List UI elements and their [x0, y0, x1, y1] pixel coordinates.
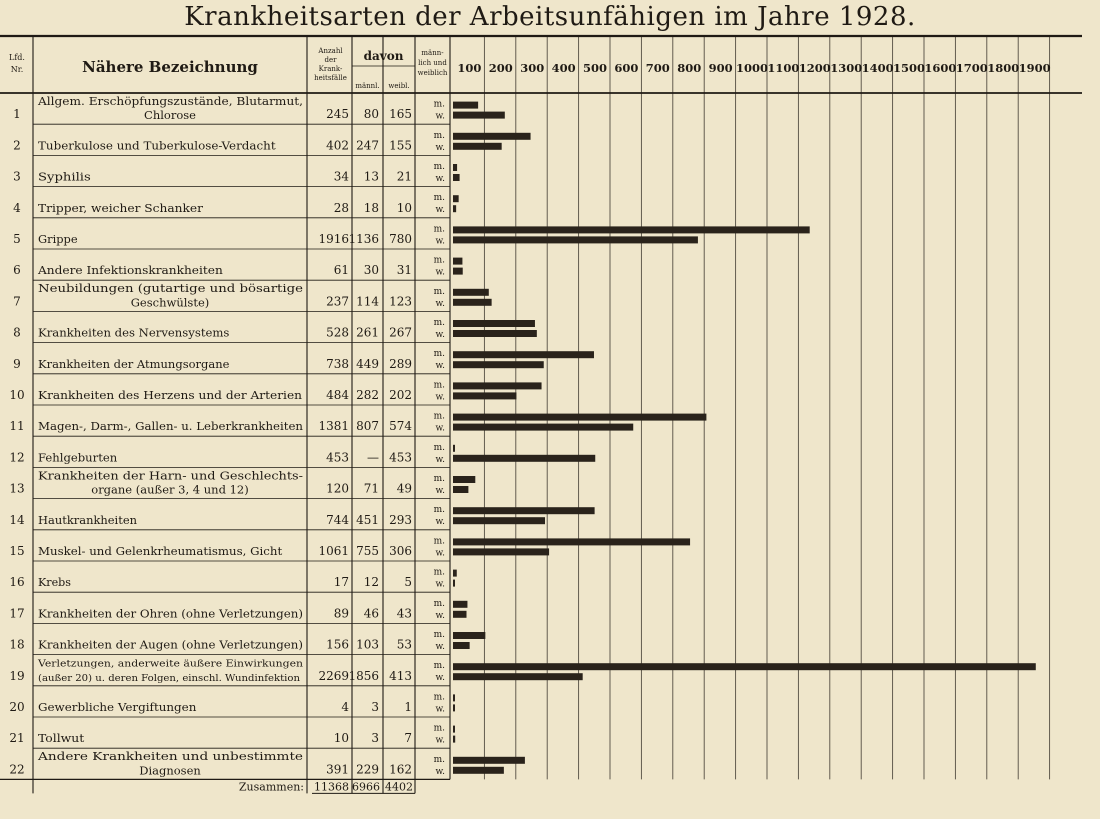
- header-total: heitsfälle: [314, 74, 347, 82]
- bar-female: [453, 611, 467, 618]
- row-male: 80: [363, 107, 379, 122]
- tick-label: 700: [645, 61, 670, 75]
- bar-male: [453, 632, 485, 639]
- row-name: Grippe: [38, 232, 78, 246]
- header-total: Anzahl: [318, 47, 343, 55]
- sum-male: 6966: [352, 780, 380, 794]
- row-number: 18: [9, 637, 25, 652]
- row-name: Verletzungen, anderweite äußere Einwirkungen: [36, 658, 304, 670]
- sex-label-w: w.: [435, 236, 445, 247]
- bar-female: [453, 330, 537, 337]
- row-name: Andere Krankheiten und unbestimmte: [36, 749, 304, 764]
- bar-male: [453, 507, 595, 514]
- tick-label: 1800: [987, 61, 1020, 75]
- bar-male: [453, 694, 455, 701]
- row-female: 10: [396, 200, 412, 215]
- row-name: Andere Infektionskrankheiten: [36, 263, 224, 278]
- row-number: 14: [9, 512, 25, 527]
- row-female: 53: [396, 637, 412, 652]
- row-total: 738: [326, 356, 349, 371]
- bar-male: [453, 102, 478, 109]
- row-name: Neubildungen (gutartige und bösartige: [38, 281, 304, 296]
- table-row: [9, 468, 450, 498]
- sex-label-w: w.: [435, 486, 445, 496]
- table-row: [9, 724, 450, 749]
- row-name: Krankheiten der Ohren (ohne Verletzungen): [38, 606, 303, 621]
- row-female: 289: [389, 356, 412, 371]
- row-female: 123: [389, 294, 412, 309]
- row-number: 11: [9, 419, 25, 434]
- sex-label-m: m.: [433, 505, 445, 516]
- table-header: [9, 47, 1051, 90]
- row-number: 9: [13, 356, 21, 371]
- row-total: 89: [333, 606, 349, 621]
- bar-female: [453, 580, 455, 587]
- header-sex: männ-: [421, 49, 444, 57]
- table-row: [13, 281, 450, 311]
- row-female: 43: [396, 606, 412, 621]
- table-row: [9, 568, 450, 593]
- table-row: [9, 630, 450, 655]
- row-name: Tollwut: [38, 731, 85, 746]
- chart-bars: [453, 102, 1036, 774]
- row-male: 30: [363, 263, 379, 278]
- row-number: 13: [9, 481, 25, 496]
- row-male: 282: [356, 388, 379, 402]
- sex-label-w: w.: [435, 298, 445, 309]
- sex-label-w: w.: [435, 330, 445, 340]
- sex-label-m: m.: [433, 349, 445, 360]
- table-row: [9, 505, 450, 530]
- row-female: 202: [389, 388, 412, 402]
- sex-label-w: w.: [435, 704, 445, 715]
- row-female: 574: [389, 419, 412, 434]
- table-row: [9, 659, 450, 686]
- sex-label-m: m.: [433, 723, 445, 734]
- bar-male: [453, 320, 535, 327]
- row-total: 10: [333, 731, 349, 746]
- bar-female: [453, 704, 455, 711]
- row-name: Geschwülste): [130, 295, 210, 310]
- row-female: 413: [389, 668, 412, 683]
- row-total: 528: [326, 325, 349, 340]
- bar-male: [453, 226, 810, 233]
- tick-label: 1100: [767, 61, 800, 75]
- row-female: 5: [404, 575, 412, 590]
- header-nr: Lfd.: [9, 53, 25, 62]
- bar-female: [453, 486, 468, 493]
- sex-label-w: w.: [435, 205, 445, 216]
- bar-female: [453, 673, 583, 680]
- bar-male: [453, 133, 531, 140]
- tick-label: 1600: [924, 61, 957, 75]
- row-total: 237: [326, 294, 349, 309]
- sex-label-m: m.: [433, 474, 445, 484]
- header-name: Nähere Bezeichnung: [82, 58, 258, 76]
- sex-label-m: m.: [433, 162, 445, 172]
- row-total: 4: [341, 700, 349, 714]
- bar-female: [453, 361, 544, 368]
- bar-male: [453, 663, 1036, 670]
- row-total: 2269: [318, 668, 349, 683]
- row-name: Tripper, weicher Schanker: [38, 200, 204, 215]
- sex-label-w: w.: [435, 423, 445, 434]
- row-name: organe (außer 3, 4 und 12): [91, 482, 249, 497]
- sex-label-m: m.: [433, 442, 445, 453]
- bar-male: [453, 195, 459, 202]
- bar-female: [453, 236, 698, 243]
- table-row: [13, 318, 450, 343]
- table-row: [9, 380, 450, 405]
- bar-male: [453, 570, 457, 577]
- bar-male: [453, 445, 455, 452]
- bar-female: [453, 143, 502, 150]
- row-male: 12: [363, 575, 379, 590]
- table-row: [13, 94, 450, 124]
- header-sex: lich und: [418, 59, 447, 67]
- row-male: 3: [371, 700, 379, 714]
- row-name: Hautkrankheiten: [38, 512, 138, 527]
- row-name: (außer 20) u. deren Folgen, einschl. Wundinfektion: [38, 672, 300, 684]
- row-male: 755: [356, 544, 379, 558]
- table-row: [13, 256, 450, 281]
- row-female: 267: [389, 325, 412, 340]
- table-row: [9, 749, 445, 777]
- row-total: 245: [326, 107, 349, 122]
- row-number: 15: [9, 544, 25, 558]
- row-total: 34: [333, 169, 349, 184]
- row-male: 247: [356, 138, 379, 153]
- tick-label: 1000: [735, 61, 769, 75]
- row-total: 453: [326, 450, 349, 465]
- tick-label: 100: [457, 61, 482, 75]
- bar-male: [453, 351, 594, 358]
- row-name: Diagnosen: [139, 763, 201, 778]
- row-number: 6: [13, 263, 21, 278]
- sex-label-w: w.: [435, 454, 445, 465]
- row-name: Syphilis: [38, 169, 91, 184]
- sex-label-m: m.: [433, 598, 445, 609]
- row-name: Gewerbliche Vergiftungen: [38, 700, 198, 714]
- bar-male: [453, 382, 542, 389]
- row-male: 103: [356, 637, 379, 652]
- row-total: 61: [333, 263, 349, 278]
- bar-male: [453, 414, 706, 421]
- row-name: Krebs: [38, 575, 72, 590]
- table-row: [9, 443, 450, 468]
- tick-label: 1900: [1018, 61, 1051, 75]
- row-total: 402: [326, 138, 349, 153]
- row-number: 7: [13, 294, 21, 309]
- bar-male: [453, 726, 455, 733]
- sex-label-m: m.: [433, 411, 445, 422]
- sex-label-w: w.: [435, 517, 445, 528]
- row-name: Allgem. Erschöpfungszustände, Blutarmut,: [36, 94, 303, 108]
- row-number: 20: [9, 700, 25, 714]
- sum-female: 4402: [385, 780, 413, 794]
- row-total: 1061: [318, 544, 349, 558]
- row-name: Tuberkulose und Tuberkulose-Verdacht: [38, 138, 276, 153]
- sex-label-w: w.: [435, 361, 445, 372]
- tick-label: 400: [551, 61, 576, 75]
- bar-female: [453, 767, 504, 774]
- tick-label: 200: [488, 61, 513, 75]
- sex-label-w: w.: [435, 642, 445, 652]
- row-name: Krankheiten des Herzens und der Arterien: [38, 388, 303, 402]
- tick-label: 500: [582, 61, 608, 75]
- row-male: 3: [371, 731, 379, 746]
- row-male: 261: [356, 325, 379, 340]
- row-female: 1: [404, 700, 412, 714]
- sex-label-m: m.: [433, 536, 445, 547]
- bar-female: [453, 112, 505, 119]
- sex-label-w: w.: [435, 579, 445, 590]
- row-number: 21: [9, 731, 25, 746]
- row-male: 46: [363, 606, 379, 621]
- row-name: Muskel- und Gelenkrheumatismus, Gicht: [38, 544, 283, 558]
- chart-title: Krankheitsarten der Arbeitsunfähigen im Jahre 1928.: [184, 2, 916, 32]
- header-male: männl.: [355, 82, 380, 90]
- bar-female: [453, 424, 633, 431]
- row-name: Krankheiten des Nervensystems: [38, 325, 230, 340]
- sex-label-m: m.: [433, 692, 445, 703]
- row-male: 229: [356, 762, 379, 777]
- row-total: 156: [326, 637, 349, 652]
- sex-label-w: w.: [435, 111, 445, 122]
- bar-male: [453, 258, 462, 265]
- row-number: 10: [9, 388, 25, 402]
- header-total: Krank-: [318, 65, 343, 73]
- row-number: 2: [13, 138, 21, 153]
- header-davon: davon: [363, 49, 404, 63]
- row-total: 744: [326, 512, 349, 527]
- row-number: 19: [9, 668, 25, 683]
- sex-label-m: m.: [433, 754, 445, 765]
- row-name: Krankheiten der Atmungsorgane: [38, 356, 230, 371]
- row-male: 449: [356, 356, 379, 371]
- row-female: 49: [396, 481, 412, 496]
- row-total: 391: [326, 762, 349, 777]
- bar-female: [453, 392, 516, 399]
- row-female: 780: [389, 232, 412, 246]
- header-nr: Nr.: [10, 65, 24, 74]
- tick-label: 1200: [798, 61, 831, 75]
- sex-label-w: w.: [435, 142, 445, 153]
- bar-male: [453, 164, 457, 171]
- table-row: [13, 224, 450, 249]
- row-male: 18: [363, 200, 379, 215]
- sex-label-m: m.: [433, 255, 445, 266]
- table-footer: [239, 780, 413, 793]
- row-number: 3: [13, 169, 21, 184]
- bar-male: [453, 289, 489, 296]
- row-female: 7: [404, 731, 412, 746]
- row-number: 17: [9, 606, 25, 621]
- row-number: 8: [13, 325, 21, 340]
- sex-label-w: w.: [435, 766, 445, 777]
- bar-male: [453, 601, 467, 608]
- sex-label-m: m.: [433, 380, 445, 391]
- header-female: weibl.: [388, 82, 410, 90]
- table-row: [9, 412, 450, 437]
- tick-label: 1300: [830, 61, 863, 75]
- row-female: 31: [396, 263, 412, 278]
- tick-label: 800: [677, 61, 702, 75]
- sex-label-m: m.: [433, 318, 445, 328]
- row-number: 5: [13, 232, 21, 246]
- row-number: 4: [13, 200, 21, 215]
- row-male: 114: [356, 294, 379, 309]
- row-number: 12: [9, 450, 25, 465]
- row-male: 807: [356, 419, 379, 434]
- bar-female: [453, 299, 492, 306]
- row-female: 293: [389, 512, 412, 527]
- row-male: 71: [363, 481, 379, 496]
- row-total: 28: [333, 200, 349, 215]
- header-total: der: [324, 56, 337, 64]
- row-male: 1136: [348, 232, 379, 246]
- row-total: 1381: [318, 419, 349, 434]
- row-total: 1916: [318, 232, 349, 246]
- sum-total: 11368: [314, 780, 349, 794]
- sex-label-w: w.: [435, 267, 445, 278]
- row-name: Krankheiten der Harn- und Geschlechts-: [38, 468, 304, 483]
- table-row: [13, 193, 450, 218]
- row-female: 165: [389, 107, 412, 122]
- sex-label-m: m.: [433, 630, 445, 640]
- row-name: Chlorose: [144, 108, 196, 123]
- table-row: [9, 536, 450, 561]
- sex-label-m: m.: [433, 286, 445, 297]
- row-female: 306: [389, 544, 412, 558]
- row-number: 22: [9, 762, 25, 777]
- sex-label-w: w.: [435, 392, 445, 403]
- bar-female: [453, 174, 460, 181]
- sex-label-m: m.: [433, 224, 445, 235]
- tick-label: 900: [708, 61, 733, 75]
- sex-label-m: m.: [433, 193, 445, 204]
- bar-male: [453, 757, 525, 764]
- sex-label-m: m.: [433, 130, 445, 141]
- bar-male: [453, 476, 475, 483]
- row-male: 1856: [348, 668, 379, 683]
- tick-label: 300: [520, 61, 545, 75]
- table-rows: [9, 94, 450, 777]
- bar-female: [453, 736, 455, 743]
- bar-female: [453, 205, 456, 212]
- table-row: [13, 131, 450, 156]
- bar-female: [453, 455, 595, 462]
- table-row: [9, 692, 450, 717]
- row-total: 484: [326, 388, 349, 402]
- row-female: 21: [396, 169, 412, 184]
- tick-label: 1700: [955, 61, 988, 75]
- tick-label: 1400: [861, 61, 894, 75]
- row-number: 1: [13, 107, 21, 122]
- row-male: 451: [356, 512, 379, 527]
- row-name: Magen-, Darm-, Gallen- u. Leberkrankheiten: [38, 419, 304, 434]
- sex-label-m: m.: [433, 99, 445, 110]
- sex-label-w: w.: [435, 673, 445, 684]
- row-male: 13: [363, 169, 379, 184]
- row-female: 453: [389, 450, 412, 465]
- sex-label-w: w.: [435, 174, 445, 184]
- row-total: 120: [326, 481, 349, 496]
- bar-male: [453, 538, 690, 545]
- table-row: [13, 349, 450, 374]
- row-number: 16: [9, 575, 25, 590]
- row-female: 162: [389, 762, 412, 777]
- sum-label: Zusammen:: [238, 780, 304, 794]
- row-female: 155: [389, 138, 412, 153]
- bar-female: [453, 642, 470, 649]
- table-row: [9, 599, 450, 624]
- bar-female: [453, 268, 463, 275]
- sex-label-w: w.: [435, 735, 445, 746]
- sex-label-m: m.: [433, 567, 445, 578]
- bar-female: [453, 548, 549, 555]
- tick-label: 600: [614, 61, 639, 75]
- sex-label-w: w.: [435, 548, 445, 559]
- table-row: [13, 162, 450, 187]
- row-name: Fehlgeburten: [38, 450, 118, 465]
- row-name: Krankheiten der Augen (ohne Verletzungen): [38, 637, 303, 652]
- sex-label-m: m.: [433, 661, 445, 672]
- sex-label-w: w.: [435, 610, 445, 621]
- row-male: —: [367, 450, 379, 465]
- row-total: 17: [333, 575, 349, 590]
- bar-female: [453, 517, 545, 524]
- tick-label: 1500: [892, 61, 926, 75]
- header-sex: weiblich: [417, 69, 448, 77]
